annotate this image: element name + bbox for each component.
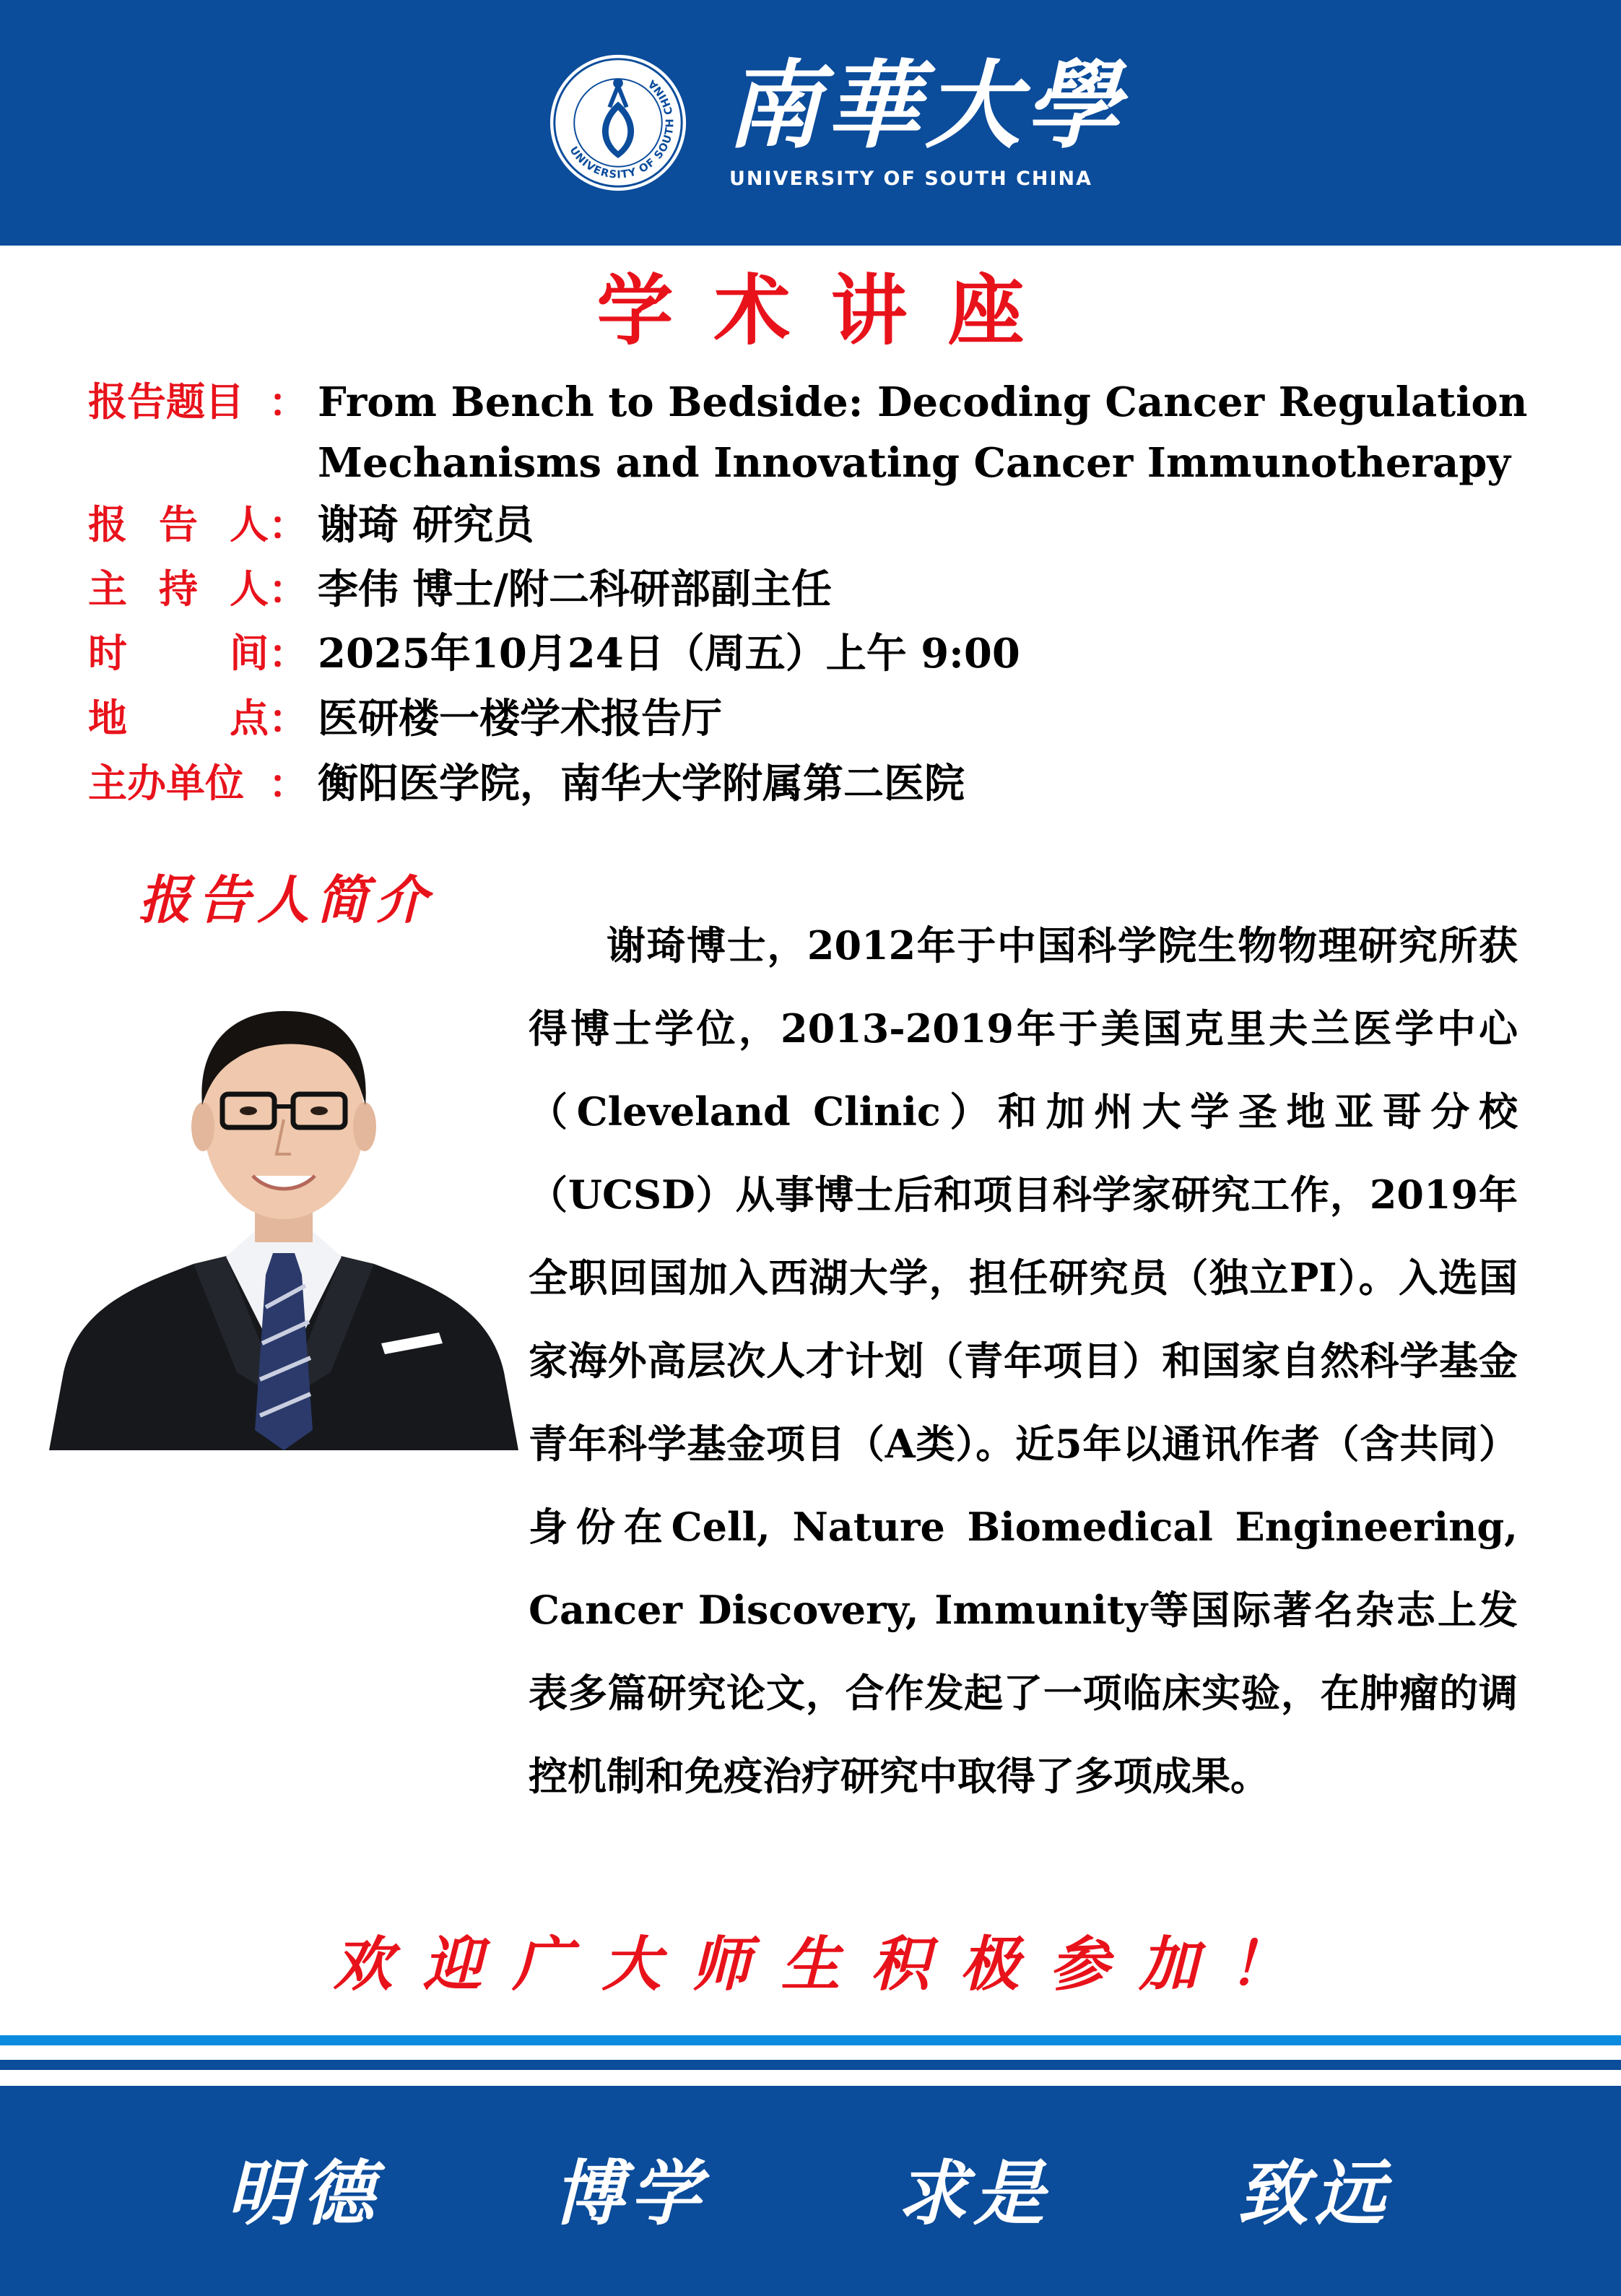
host-label-char: 人	[230, 566, 269, 612]
topic-colon: ：	[269, 379, 308, 425]
organizer-label: 主办单位	[88, 761, 244, 806]
speaker-colon: ：	[269, 502, 308, 548]
speaker-value: 谢琦 研究员	[318, 501, 534, 549]
university-emblem-icon	[547, 52, 689, 194]
speaker-label-char: 报	[88, 502, 127, 547]
place-colon: ：	[269, 696, 308, 742]
topic-line-2: Mechanisms and Innovating Cancer Immunotherapy	[318, 439, 1511, 487]
footer-banner	[0, 2086, 1621, 2296]
time-colon: ：	[269, 631, 308, 677]
time-value: 2025年10月24日（周五）上午 9:00	[318, 630, 1020, 677]
speaker-label-char: 告	[159, 502, 198, 547]
divider-stripe	[0, 2035, 1621, 2045]
page-title: 学术讲座	[596, 265, 1065, 355]
host-label	[88, 564, 269, 615]
topic-line-1: From Bench to Bedside: Decoding Cancer Regulation	[318, 378, 1528, 426]
motto-item: 致远	[1237, 2152, 1391, 2235]
speaker-portrait	[49, 968, 518, 1450]
host-value: 李伟 博士/附二科研部副主任	[318, 566, 832, 613]
time-label-char: 时	[88, 631, 127, 676]
emblem-ring-text: UNIVERSITY OF SOUTH CHINA	[567, 77, 677, 181]
bio-paragraph: 谢琦博士，2012年于中国科学院生物物理研究所获得博士学位，2013-2019年于美国克里夫兰医学中心（Cleveland Clinic）和加州大学圣地亚哥分校（UCSD）从事博士后和项目科学家研究工作，2019年全职回国加入西湖大学，担任研究员（独立PI）。入选国家海外高层次人才计划（青年项目）和国家自然科学基金青年科学基金项目（A类）。近5年以通讯作者（含共同）身份在Cell, Nature Biomedical Engineering, Cancer Discovery, Immunity等国际著名杂志上发表多篇研究论文，合作发起了一项临床实验，在肿瘤的调控机制和免疫治疗研究中取得了多项成果。	[529, 922, 1518, 1799]
header-banner	[0, 0, 1621, 246]
welcome-slogan: 欢迎广大师生积极参加！	[333, 1930, 1318, 1999]
time-label-char: 间	[230, 631, 269, 676]
motto-item: 博学	[552, 2152, 706, 2235]
place-label-char: 点	[230, 696, 269, 741]
divider-stripe	[0, 2060, 1621, 2070]
speaker-label-char: 人	[230, 502, 269, 547]
organizer-value: 衡阳医学院，南华大学附属第二医院	[318, 760, 965, 807]
bio-heading: 报告人简介	[139, 869, 435, 930]
place-value: 医研楼一楼学术报告厅	[318, 695, 722, 742]
organizer-colon: ：	[269, 761, 308, 807]
place-label	[88, 693, 269, 744]
speaker-label	[88, 500, 269, 550]
university-name-cn: 南華大學	[726, 50, 1124, 162]
host-label-char: 持	[159, 566, 198, 612]
topic-label: 报告题目	[88, 379, 244, 425]
university-name-en: UNIVERSITY OF SOUTH CHINA	[729, 168, 1093, 190]
motto-item: 明德	[226, 2152, 380, 2235]
place-label-char: 地	[88, 696, 127, 741]
time-label	[88, 628, 269, 679]
motto-item: 求是	[896, 2152, 1050, 2235]
host-colon: ：	[269, 566, 308, 612]
host-label-char: 主	[88, 566, 127, 612]
